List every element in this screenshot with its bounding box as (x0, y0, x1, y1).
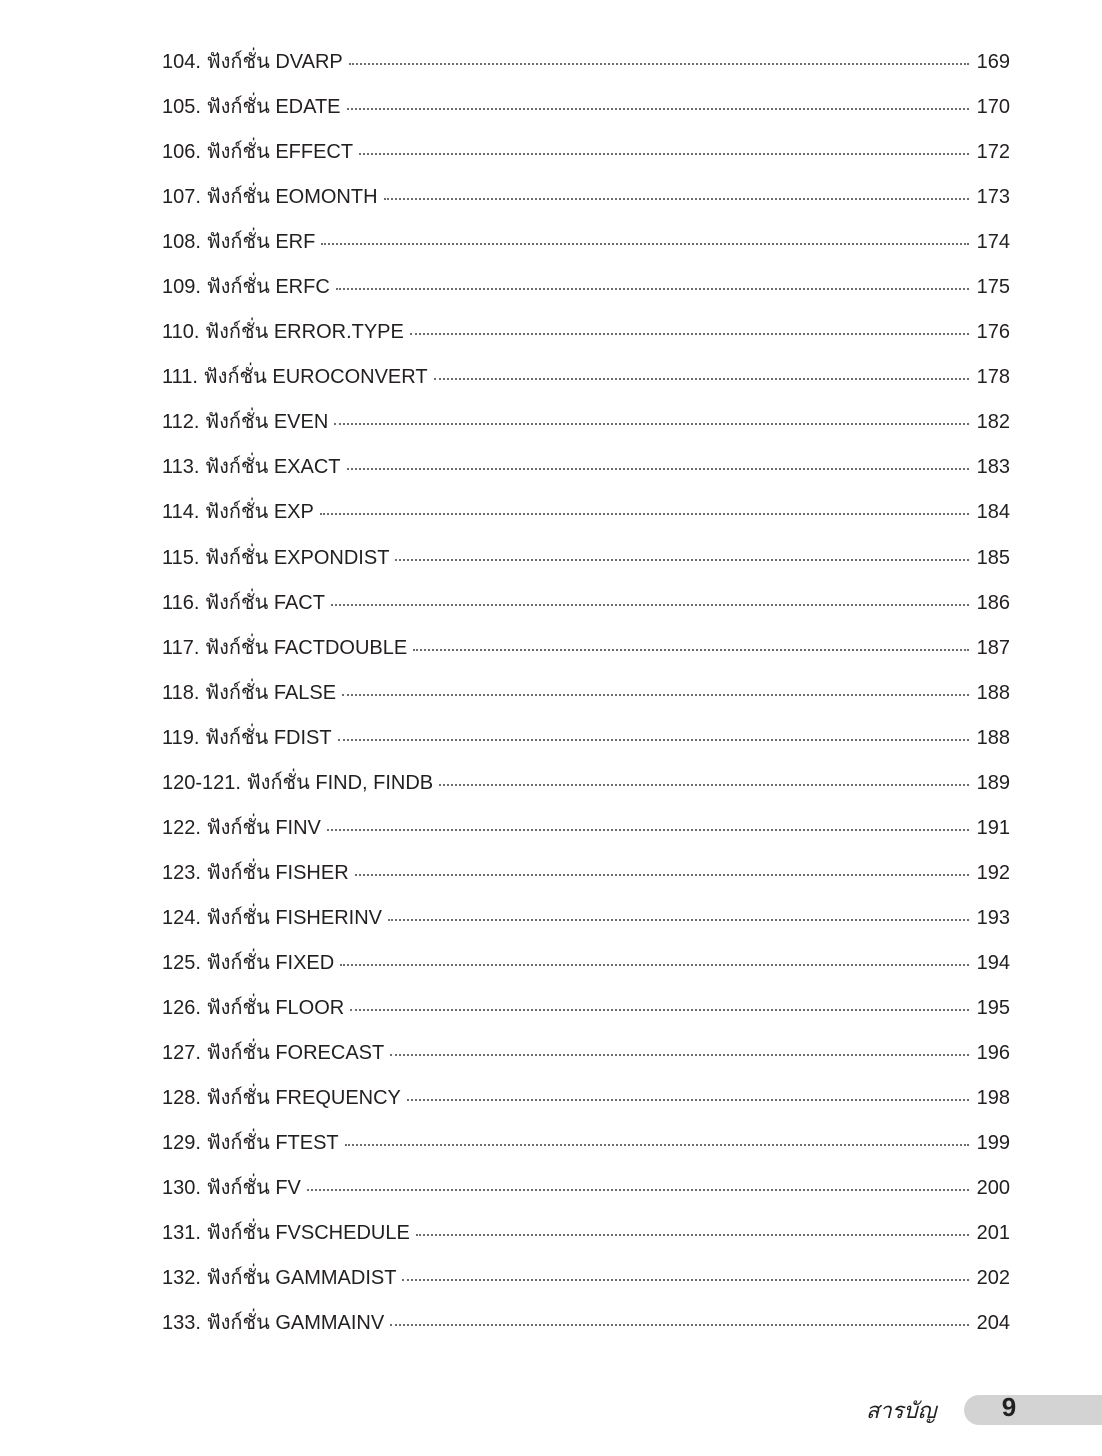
dot-leader (338, 739, 969, 741)
dot-leader (320, 513, 969, 515)
dot-leader (334, 423, 968, 425)
toc-entry-title: 132. ฟังก์ชั่น GAMMADIST (162, 1267, 397, 1290)
toc-entry[interactable] (162, 42, 1010, 87)
dot-leader (384, 198, 969, 200)
toc-entry-page: 196 (976, 1042, 1010, 1065)
toc-entry[interactable] (162, 628, 1010, 673)
toc-entry-title: 129. ฟังก์ชั่น FTEST (162, 1132, 339, 1155)
toc-entry[interactable] (162, 312, 1010, 357)
toc-entry-page: 187 (976, 636, 1010, 659)
toc-entry[interactable] (162, 853, 1010, 898)
toc-entry[interactable] (162, 87, 1010, 132)
toc-entry-title: 109. ฟังก์ชั่น ERFC (162, 276, 330, 299)
toc-entry-title: 115. ฟังก์ชั่น EXPONDIST (162, 546, 390, 569)
toc-entry-page: 169 (976, 51, 1010, 73)
toc-entry-title: 130. ฟังก์ชั่น FV (162, 1177, 301, 1200)
table-of-contents (162, 42, 1010, 1348)
dot-leader (347, 468, 969, 470)
dot-leader (439, 784, 969, 786)
toc-entry[interactable] (162, 177, 1010, 222)
toc-entry-title: 119. ฟังก์ชั่น FDIST (162, 726, 332, 749)
toc-entry-page: 186 (976, 591, 1010, 614)
toc-entry-title: 105. ฟังก์ชั่น EDATE (162, 96, 341, 119)
toc-entry-title: 117. ฟังก์ชั่น FACTDOUBLE (162, 636, 408, 659)
toc-entry[interactable] (162, 673, 1010, 718)
toc-entry-title: 108. ฟังก์ชั่น ERF (162, 231, 316, 254)
dot-leader (350, 1009, 968, 1011)
toc-entry-page: 185 (976, 546, 1010, 569)
dot-leader (407, 1099, 969, 1101)
dot-leader (410, 333, 969, 335)
toc-entry-page: 172 (976, 141, 1010, 164)
toc-entry[interactable] (162, 222, 1010, 267)
dot-leader (307, 1189, 969, 1191)
toc-entry-title: 110. ฟังก์ชั่น ERROR.TYPE (162, 321, 404, 344)
dot-leader (413, 649, 968, 651)
toc-entry-title: 123. ฟังก์ชั่น FISHER (162, 861, 349, 884)
toc-entry-title: 126. ฟังก์ชั่น FLOOR (162, 996, 345, 1019)
toc-entry-page: 182 (976, 411, 1010, 434)
toc-entry[interactable] (162, 402, 1010, 447)
toc-entry[interactable] (162, 1033, 1010, 1078)
dot-leader (355, 874, 969, 876)
toc-entry-page: 195 (976, 996, 1010, 1019)
toc-entry[interactable] (162, 1303, 1010, 1348)
toc-entry[interactable] (162, 267, 1010, 312)
toc-entry-page: 174 (976, 231, 1010, 254)
toc-entry-page: 193 (976, 906, 1010, 929)
toc-entry-page: 188 (976, 726, 1010, 749)
dot-leader (390, 1054, 968, 1056)
toc-entry-page: 198 (976, 1087, 1010, 1110)
toc-entry-title: 113. ฟังก์ชั่น EXACT (162, 456, 341, 479)
toc-entry-page: 184 (976, 501, 1010, 524)
dot-leader (434, 378, 969, 380)
toc-entry-title: 120-121. ฟังก์ชั่น FIND, FINDB (162, 771, 434, 794)
toc-entry-page: 194 (976, 951, 1010, 974)
dot-leader (336, 288, 969, 290)
toc-entry[interactable] (162, 538, 1010, 583)
toc-entry-page: 191 (976, 816, 1010, 839)
toc-entry[interactable] (162, 447, 1010, 492)
dot-leader (349, 63, 969, 65)
toc-entry[interactable] (162, 988, 1010, 1033)
toc-entry[interactable] (162, 1213, 1010, 1258)
toc-entry-page: 192 (976, 861, 1010, 884)
toc-entry-title: 116. ฟังก์ชั่น FACT (162, 591, 325, 614)
toc-entry[interactable] (162, 583, 1010, 628)
toc-entry[interactable] (162, 943, 1010, 988)
toc-entry-page: 170 (976, 96, 1010, 119)
toc-entry[interactable] (162, 763, 1010, 808)
toc-entry-page: 201 (976, 1222, 1010, 1245)
dot-leader (345, 1144, 969, 1146)
toc-entry-page: 199 (976, 1132, 1010, 1155)
toc-entry[interactable] (162, 1123, 1010, 1168)
toc-entry[interactable] (162, 357, 1010, 402)
toc-entry-page: 189 (976, 771, 1010, 794)
toc-entry-page: 175 (976, 276, 1010, 299)
toc-entry-page: 173 (976, 186, 1010, 209)
toc-entry-title: 133. ฟังก์ชั่น GAMMAINV (162, 1312, 385, 1335)
toc-entry[interactable] (162, 718, 1010, 763)
toc-entry-title: 106. ฟังก์ชั่น EFFECT (162, 141, 354, 164)
dot-leader (340, 964, 968, 966)
dot-leader (390, 1324, 968, 1326)
toc-entry-title: 107. ฟังก์ชั่น EOMONTH (162, 186, 378, 209)
dot-leader (402, 1279, 968, 1281)
dot-leader (331, 604, 969, 606)
dot-leader (359, 153, 969, 155)
toc-entry-page: 178 (976, 366, 1010, 389)
page-number: 9 (1001, 1392, 1017, 1422)
toc-entry-page: 200 (976, 1177, 1010, 1200)
toc-entry-page: 204 (976, 1312, 1010, 1335)
footer-section-title: สารบัญ (866, 1399, 937, 1424)
toc-entry-title: 118. ฟังก์ชั่น FALSE (162, 681, 337, 704)
toc-entry-title: 112. ฟังก์ชั่น EVEN (162, 411, 329, 434)
dot-leader (347, 108, 969, 110)
toc-entry[interactable] (162, 492, 1010, 537)
toc-entry[interactable] (162, 1078, 1010, 1123)
toc-entry-title: 104. ฟังก์ชั่น DVARP (162, 51, 343, 73)
toc-entry-page: 183 (976, 456, 1010, 479)
toc-entry[interactable] (162, 1168, 1010, 1213)
dot-leader (416, 1234, 969, 1236)
toc-entry[interactable] (162, 132, 1010, 177)
toc-entry-page: 188 (976, 681, 1010, 704)
toc-entry-title: 111. ฟังก์ชั่น EUROCONVERT (162, 366, 428, 389)
dot-leader (388, 919, 969, 921)
toc-entry[interactable] (162, 808, 1010, 853)
toc-entry-page: 202 (976, 1267, 1010, 1290)
toc-entry-title: 131. ฟังก์ชั่น FVSCHEDULE (162, 1222, 410, 1245)
toc-entry-title: 114. ฟังก์ชั่น EXP (162, 501, 314, 524)
toc-entry-title: 124. ฟังก์ชั่น FISHERINV (162, 906, 382, 929)
page-number-tab (964, 1395, 1102, 1425)
toc-entry-page: 176 (976, 321, 1010, 344)
dot-leader (327, 829, 969, 831)
toc-entry-title: 127. ฟังก์ชั่น FORECAST (162, 1042, 385, 1065)
dot-leader (321, 243, 968, 245)
toc-entry[interactable] (162, 1258, 1010, 1303)
toc-entry[interactable] (162, 898, 1010, 943)
dot-leader (395, 559, 968, 561)
toc-entry-title: 128. ฟังก์ชั่น FREQUENCY (162, 1087, 401, 1110)
dot-leader (342, 694, 969, 696)
toc-entry-title: 122. ฟังก์ชั่น FINV (162, 816, 321, 839)
toc-entry-title: 125. ฟังก์ชั่น FIXED (162, 951, 335, 974)
